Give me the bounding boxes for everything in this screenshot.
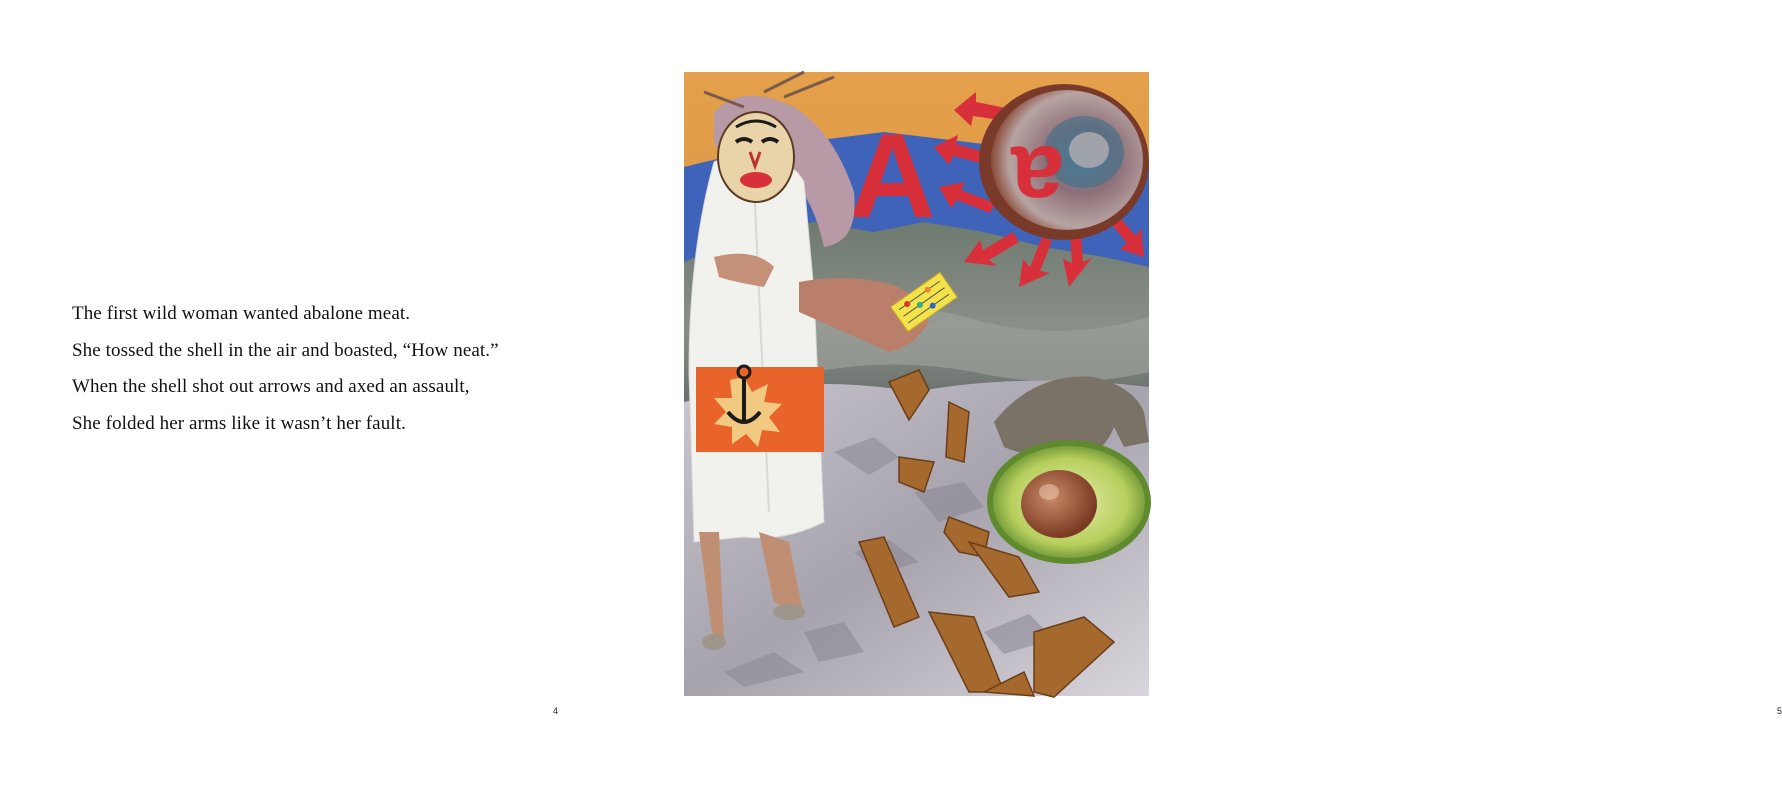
collage-illustration — [684, 72, 1149, 696]
right-shoe — [773, 604, 805, 620]
letter-lower: a — [1011, 126, 1064, 232]
page-number-right: 5 — [1777, 706, 1782, 716]
poem-line-4: She folded her arms like it wasn’t her fault. — [72, 412, 406, 434]
white-dress — [689, 155, 824, 542]
avocado-half — [987, 440, 1151, 564]
letter-upper: A — [849, 109, 936, 243]
collage-svg — [684, 72, 1149, 696]
poem-text — [72, 296, 592, 442]
poem-line-3: When the shell shot out arrows and axed an assault, — [72, 376, 470, 397]
left-page — [0, 0, 612, 792]
left-shoe — [702, 634, 726, 650]
poem-line-1: The first wild woman wanted abalone meat. — [72, 303, 411, 324]
mask-face — [718, 112, 794, 202]
poem-line-2: She tossed the shell in the air and boasted, “How neat.” — [72, 339, 499, 361]
anchor-sun-emblem — [696, 366, 824, 452]
right-page — [612, 0, 1782, 792]
page-number-left: 4 — [553, 706, 559, 716]
